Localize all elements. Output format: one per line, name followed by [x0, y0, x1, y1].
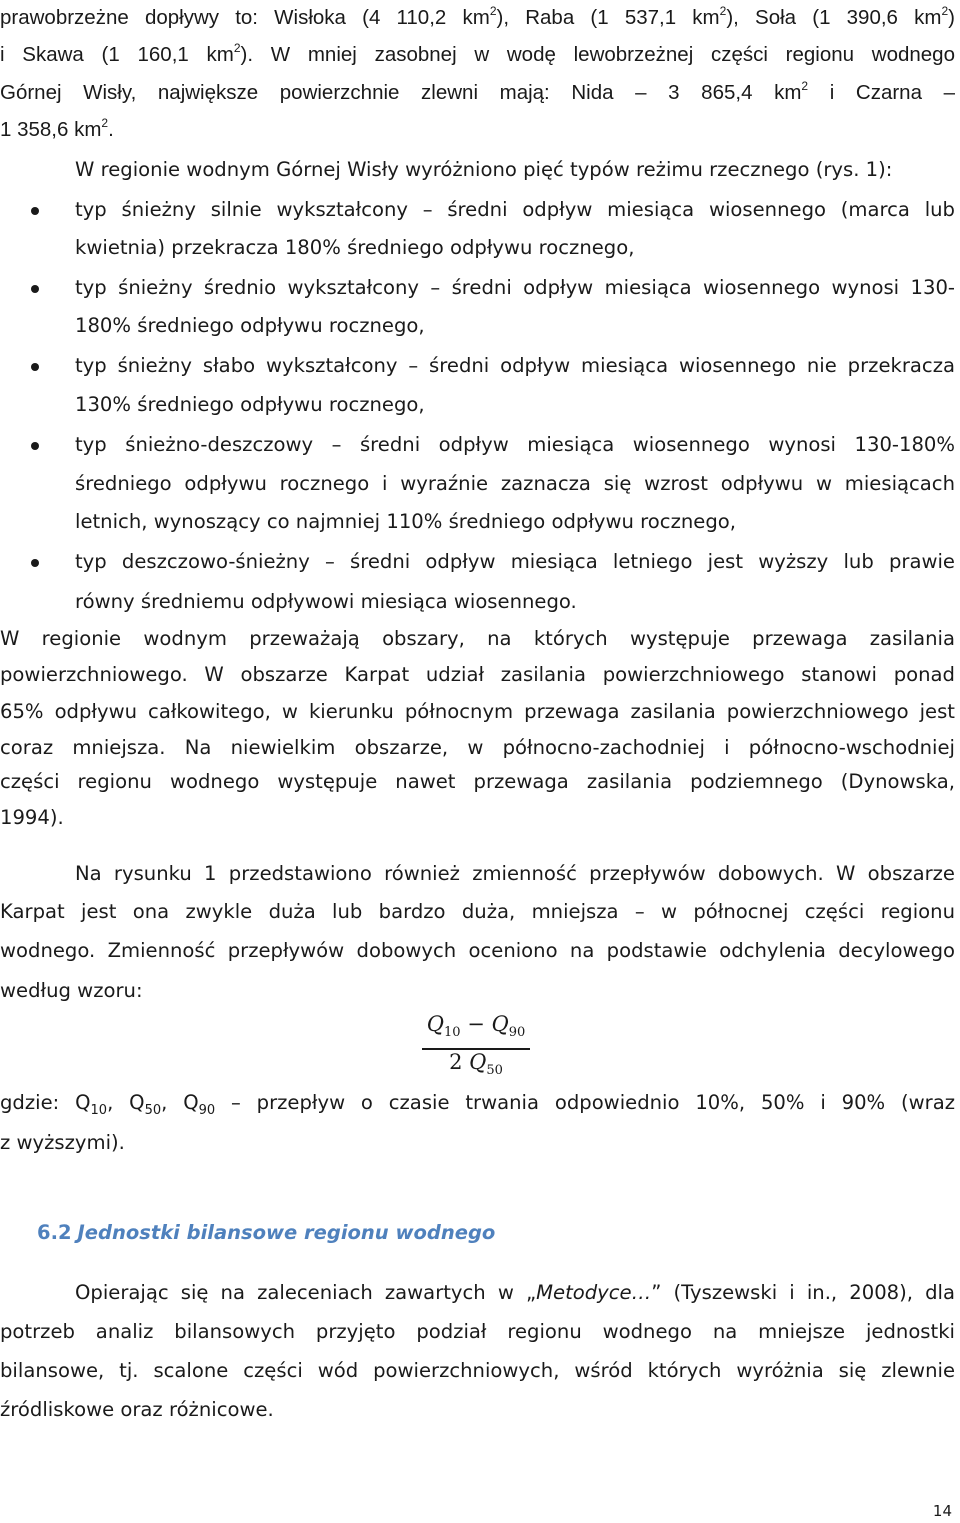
regime-type-4-line-2: średniego odpływu rocznego i wyraźnie zaznacza się wzrost odpływu w miesiącach [75, 472, 955, 495]
bullet-icon [31, 285, 39, 293]
regime-type-4-line-1: typ śnieżno-deszczowy – średni odpływ miesiąca wiosennego wynosi 130-180% [75, 433, 955, 456]
regime-type-2-line-2: 180% średniego odpływu rocznego, [75, 314, 425, 337]
paragraph-2-line-4: coraz mniejsza. Na niewielkim obszarze, w północno-zachodniej i północno-wschodniej [0, 736, 955, 759]
bullet-icon [31, 559, 39, 567]
page-number: 14 [932, 1502, 952, 1520]
paragraph-2-line-2: powierzchniowego. W obszarze Karpat udział zasilania powierzchniowego stanowi ponad [0, 663, 955, 686]
paragraph-3-line-2: Karpat jest ona zwykle duża lub bardzo duża, mniejsza – w północnej części regionu [0, 900, 955, 923]
paragraph-2-line-6: 1994). [0, 806, 64, 829]
paragraph-4-line-3: bilansowe, tj. scalone części wód powierzchniowych, wśród których wyróżnia się zlewnie [0, 1359, 955, 1382]
regime-type-2-line-1: typ śnieżny średnio wykształcony – średni odpływ miesiąca wiosennego wynosi 130- [75, 276, 955, 299]
paragraph-3-line-4: według wzoru: [0, 979, 143, 1002]
section-title: Jednostki bilansowe regionu wodnego [77, 1221, 496, 1244]
regime-type-3-line-2: 130% średniego odpływu rocznego, [75, 393, 425, 416]
paragraph-1-line-1: prawobrzeżne dopływy to: Wisłoka (4 110,2 $km^2$), Raba (1 537,1 $km^2$), Soła (1 390,6 $km^2$) [0, 4, 955, 29]
bullet-icon [31, 442, 39, 450]
regime-type-3-line-1: typ śnieżny słabo wykształcony – średni odpływ miesiąca wiosennego nie przekracza [75, 354, 955, 377]
bullet-icon [31, 207, 39, 215]
regime-type-5-line-1: typ deszczowo-śnieżny – średni odpływ miesiąca letniego jest wyższy lub prawie [75, 550, 955, 573]
paragraph-2-line-1: W regionie wodnym przeważają obszary, na których występuje przewaga zasilania [0, 627, 955, 650]
paragraph-4-line-1: Opierając się na zaleceniach zawartych w „Metodyce…” (Tyszewski i in., 2008), dla [75, 1281, 955, 1304]
paragraph-1-line-4: 1 358,6 $km^2$. [0, 116, 114, 141]
formula-denominator: 2 $Q_{50}$ [449, 1050, 503, 1078]
paragraph-2-line-3: 65% odpływu całkowitego, w kierunku północnym przewaga zasilania powierzchniowego jest [0, 700, 955, 723]
regime-type-4-line-3: letnich, wynoszący co najmniej 110% średniego odpływu rocznego, [75, 510, 736, 533]
formula-legend-line-1: gdzie: $Q_{10}$, $Q_{50}$, $Q_{90}$ – przepływ o czasie trwania odpowiednio 10%, 50% i 90% (wraz [0, 1091, 956, 1118]
paragraph-2-line-5: części regionu wodnego występuje nawet przewaga zasilania podziemnego (Dynowska, [0, 770, 955, 793]
formula-numerator: $Q_{10} - Q_{90}$ [426, 1012, 526, 1040]
formula-legend-line-2: z wyższymi). [0, 1131, 125, 1154]
paragraph-4-line-4: źródliskowe oraz różnicowe. [0, 1398, 274, 1421]
paragraph-1-line-3: Górnej Wisły, największe powierzchnie zlewni mają: Nida – 3 865,4 $km^2$ i Czarna – [0, 79, 955, 104]
section-heading [37, 1220, 495, 1246]
regime-type-1-line-2: kwietnia) przekracza 180% średniego odpływu rocznego, [75, 236, 635, 259]
decile-deviation-formula [420, 1010, 535, 1080]
regime-type-5-line-2: równy średniemu odpływowi miesiąca wiosennego. [75, 590, 577, 613]
paragraph-3-line-3: wodnego. Zmienność przepływów dobowych oceniono na podstawie odchylenia decylowego [0, 939, 955, 962]
section-number: 6.2 [37, 1221, 72, 1244]
paragraph-4-line-2: potrzeb analiz bilansowych przyjęto podział regionu wodnego na mniejsze jednostki [0, 1320, 955, 1343]
bullet-icon [31, 363, 39, 371]
regime-intro-line: W regionie wodnym Górnej Wisły wyróżniono pięć typów reżimu rzecznego (rys. 1): [75, 158, 893, 181]
paragraph-1-line-2: i Skawa (1 160,1 $km^2$). W mniej zasobnej w wodę lewobrzeżnej części regionu wodnego [0, 41, 955, 66]
regime-type-1-line-1: typ śnieżny silnie wykształcony – średni odpływ miesiąca wiosennego (marca lub [75, 198, 955, 221]
paragraph-3-line-1: Na rysunku 1 przedstawiono również zmienność przepływów dobowych. W obszarze [75, 862, 955, 885]
